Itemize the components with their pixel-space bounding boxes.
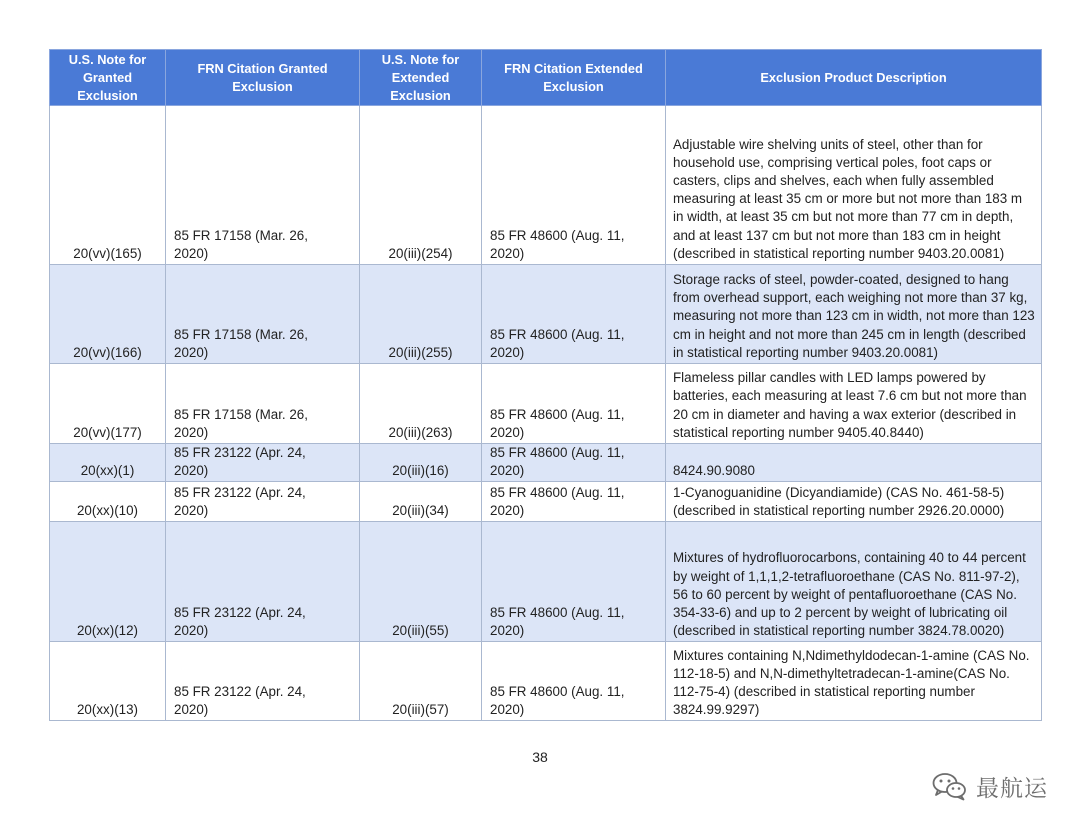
header-extended-frn: FRN Citation Extended Exclusion	[482, 50, 666, 106]
extended-note-cell: 20(iii)(34)	[360, 482, 482, 522]
extended-note-cell: 20(iii)(255)	[360, 265, 482, 364]
table-row	[50, 444, 1042, 482]
granted-frn-cell: 85 FR 23122 (Apr. 24, 2020)	[166, 522, 360, 642]
description-cell: 8424.90.9080	[666, 444, 1042, 482]
description-cell: Flameless pillar candles with LED lamps powered by batteries, each measuring at least 7.6 cm but not more than 20 cm in diameter and having a wax exterior (described in statistical reporting number 9405.40.8440)	[666, 364, 1042, 444]
extended-frn-cell: 85 FR 48600 (Aug. 11, 2020)	[482, 364, 666, 444]
table-header-row	[50, 50, 1042, 106]
extended-frn-cell: 85 FR 48600 (Aug. 11, 2020)	[482, 444, 666, 482]
granted-note-cell: 20(vv)(165)	[50, 106, 166, 265]
description-cell: Adjustable wire shelving units of steel, other than for household use, comprising vertical poles, foot caps or casters, clips and shelves, each when fully assembled measuring at least 35 cm or more but not more than 183 m in width, at least 35 cm but not more than 77 cm in depth, and at least 137 cm but not more than 183 cm in height (described in statistical reporting number 9403.20.0081)	[666, 106, 1042, 265]
extended-frn-cell: 85 FR 48600 (Aug. 11, 2020)	[482, 482, 666, 522]
extended-note-cell: 20(iii)(16)	[360, 444, 482, 482]
exclusions-table	[49, 49, 1042, 721]
header-granted-note: U.S. Note for Granted Exclusion	[50, 50, 166, 106]
extended-note-cell: 20(iii)(263)	[360, 364, 482, 444]
granted-note-cell: 20(xx)(10)	[50, 482, 166, 522]
header-description: Exclusion Product Description	[666, 50, 1042, 106]
extended-frn-cell: 85 FR 48600 (Aug. 11, 2020)	[482, 265, 666, 364]
description-cell: 1-Cyanoguanidine (Dicyandiamide) (CAS No. 461-58-5) (described in statistical reporting number 2926.20.0000)	[666, 482, 1042, 522]
table-row	[50, 482, 1042, 522]
extended-frn-cell: 85 FR 48600 (Aug. 11, 2020)	[482, 106, 666, 265]
description-cell: Storage racks of steel, powder-coated, designed to hang from overhead support, each weighing not more than 37 kg, measuring not more than 123 cm in width, not more than 123 cm in height and not more than 245 cm in length (described in statistical reporting number 9403.20.0081)	[666, 265, 1042, 364]
granted-frn-cell: 85 FR 17158 (Mar. 26, 2020)	[166, 106, 360, 265]
table-row	[50, 642, 1042, 721]
granted-frn-cell: 85 FR 23122 (Apr. 24, 2020)	[166, 444, 360, 482]
description-cell: Mixtures of hydrofluorocarbons, containing 40 to 44 percent by weight of 1,1,1,2-tetrafluoroethane (CAS No. 811-97-2), 56 to 60 percent by weight of pentafluoroethane (CAS No. 354-33-6) and up to 2 percent by weight of lubricating oil (described in statistical reporting number 3824.78.0020)	[666, 522, 1042, 642]
granted-note-cell: 20(xx)(12)	[50, 522, 166, 642]
granted-note-cell: 20(vv)(166)	[50, 265, 166, 364]
granted-frn-cell: 85 FR 23122 (Apr. 24, 2020)	[166, 482, 360, 522]
table-row	[50, 106, 1042, 265]
description-cell: Mixtures containing N,Ndimethyldodecan-1-amine (CAS No. 112-18-5) and N,N-dimethyltetradecan-1-amine(CAS No. 112-75-4) (described in statistical reporting number 3824.99.9297)	[666, 642, 1042, 721]
granted-frn-cell: 85 FR 17158 (Mar. 26, 2020)	[166, 265, 360, 364]
extended-note-cell: 20(iii)(55)	[360, 522, 482, 642]
granted-note-cell: 20(xx)(13)	[50, 642, 166, 721]
granted-note-cell: 20(xx)(1)	[50, 444, 166, 482]
extended-frn-cell: 85 FR 48600 (Aug. 11, 2020)	[482, 642, 666, 721]
extended-frn-cell: 85 FR 48600 (Aug. 11, 2020)	[482, 522, 666, 642]
table-row	[50, 265, 1042, 364]
watermark	[932, 770, 1048, 803]
table-row	[50, 522, 1042, 642]
watermark-text: 最航运	[976, 775, 1048, 801]
wechat-icon	[932, 772, 968, 802]
table-row	[50, 364, 1042, 444]
extended-note-cell: 20(iii)(254)	[360, 106, 482, 265]
granted-note-cell: 20(vv)(177)	[50, 364, 166, 444]
granted-frn-cell: 85 FR 23122 (Apr. 24, 2020)	[166, 642, 360, 721]
page-number: 38	[532, 749, 548, 765]
granted-frn-cell: 85 FR 17158 (Mar. 26, 2020)	[166, 364, 360, 444]
header-extended-note: U.S. Note for Extended Exclusion	[360, 50, 482, 106]
extended-note-cell: 20(iii)(57)	[360, 642, 482, 721]
header-granted-frn: FRN Citation Granted Exclusion	[166, 50, 360, 106]
